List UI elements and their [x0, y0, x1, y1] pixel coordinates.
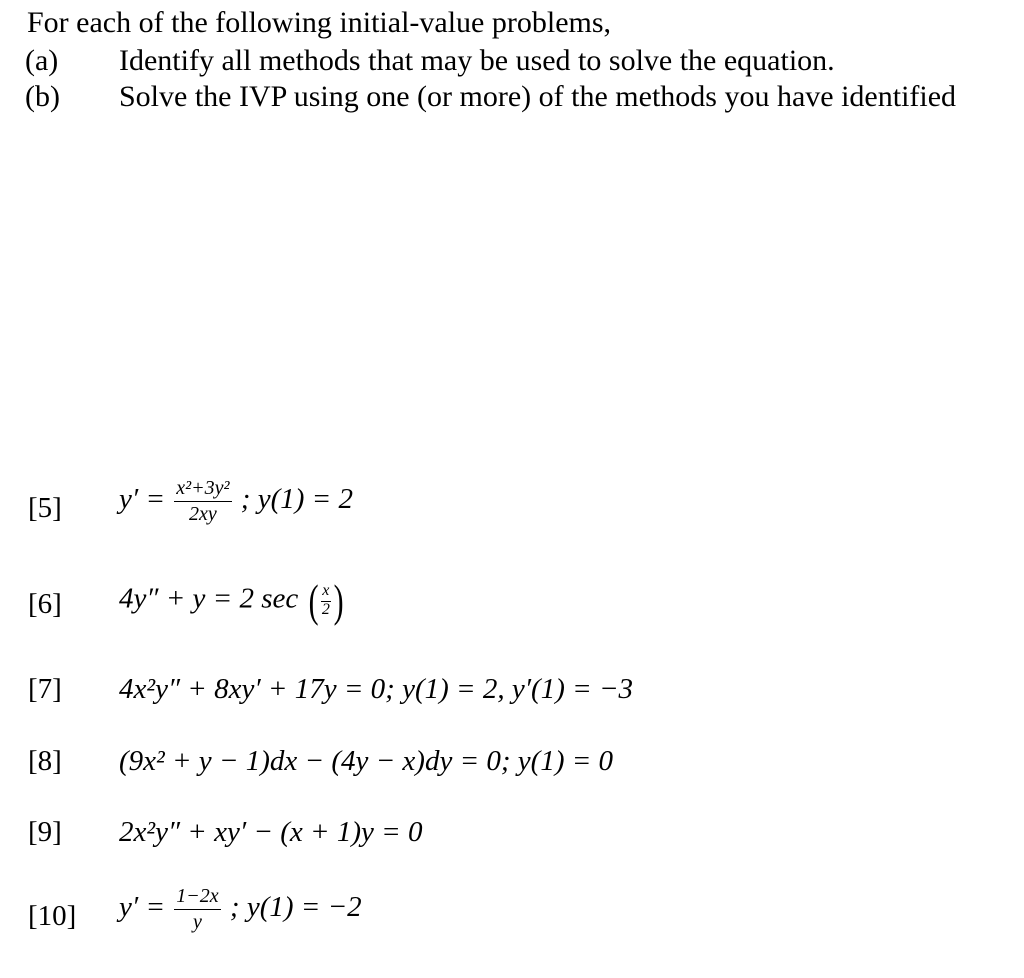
problem-number-9: [9] [28, 816, 62, 848]
problem-9-equation [119, 818, 422, 847]
problem-10-numerator: 1−2x [176, 885, 219, 907]
problem-10-condition: ; y(1) = −2 [229, 891, 362, 924]
problem-6-denominator: 2 [321, 601, 330, 618]
problem-5-denominator: 2xy [189, 503, 217, 525]
problem-number-6: [6] [28, 588, 62, 620]
problem-5-lhs: y′ = [119, 483, 166, 516]
problem-number-5: [5] [28, 492, 62, 524]
left-paren: ( [308, 575, 319, 626]
problem-7-text: 4x²y″ + 8xy′ + 17y = 0; y(1) = 2, y′(1) = −3 [119, 673, 634, 705]
problem-number-10: [10] [28, 900, 77, 932]
part-a-text: Identify all methods that may be used to solve the equation. [119, 44, 835, 77]
problem-10-denominator: y [193, 911, 202, 933]
problem-9-text: 2x²y″ + xy′ − (x + 1)y = 0 [119, 816, 423, 848]
right-paren: ) [333, 575, 344, 626]
part-b-text: Solve the IVP using one (or more) of the methods you have identified [119, 80, 957, 113]
problem-10-lhs: y′ = [119, 891, 166, 924]
problem-6-equation [119, 575, 346, 626]
problem-5-numerator: x²+3y² [176, 477, 230, 499]
problem-5-fraction [174, 478, 231, 525]
problem-8-equation [119, 747, 613, 776]
problem-number-7: [7] [28, 673, 62, 705]
problem-6-fraction [321, 583, 331, 619]
problem-number-8: [8] [28, 745, 62, 777]
problem-6-lhs: 4y″ + y = 2 sec [119, 582, 299, 615]
problem-10-fraction [174, 886, 220, 933]
problem-7-equation [119, 675, 633, 704]
problem-8-text: (9x² + y − 1)dx − (4y − x)dy = 0; y(1) = 0 [119, 745, 614, 777]
problem-10-equation [119, 886, 362, 933]
part-b-label: (b) [25, 80, 60, 113]
problem-6-numerator: x [322, 582, 330, 600]
problem-5-condition: ; y(1) = 2 [240, 483, 353, 516]
problem-5-equation [119, 478, 353, 525]
part-a-label: (a) [25, 44, 59, 77]
instructions-heading: For each of the following initial-value problems, [27, 6, 612, 39]
